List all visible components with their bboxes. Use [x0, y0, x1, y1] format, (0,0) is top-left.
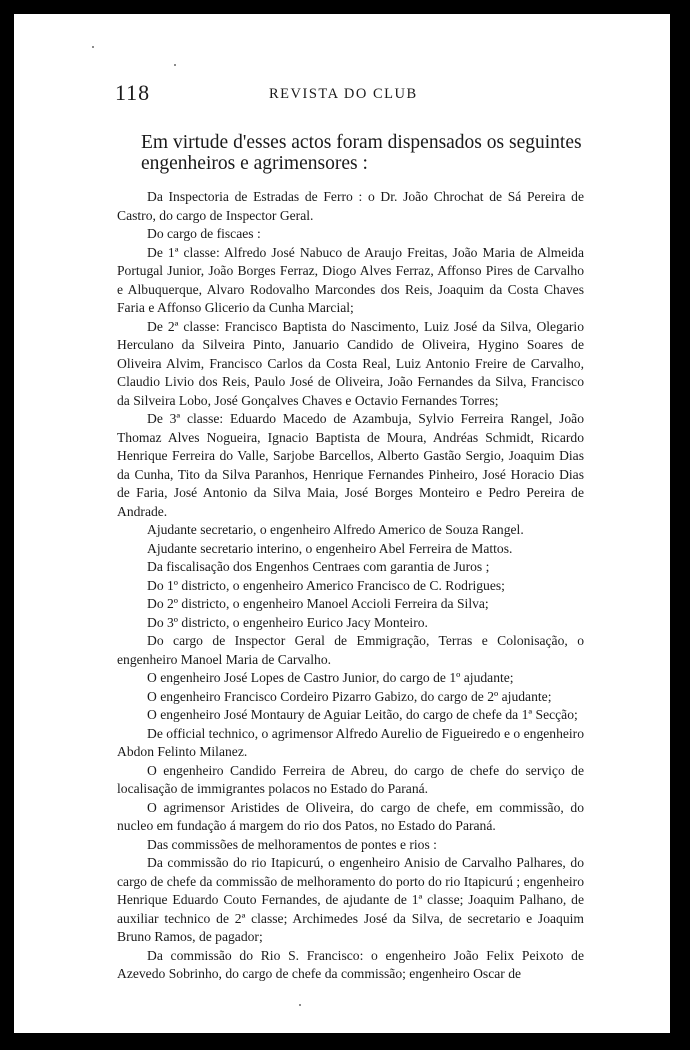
paragraph: Ajudante secretario, o engenheiro Alfredo Americo de Souza Rangel.	[147, 522, 524, 537]
paragraph: De official technico, o agrimensor Alfredo Aurelio de Figueiredo e o engenheiro Abdon Felinto Milanez.	[117, 725, 584, 759]
paragraph: O agrimensor Aristides de Oliveira, do cargo de chefe, em commissão, do nucleo em fundação á margem do rio dos Patos, no Estado do Paraná.	[117, 799, 584, 833]
paragraph: De 2ª classe: Francisco Baptista do Nascimento, Luiz José da Silva, Olegario Herculano da Silveira Pinto, Januario Candido de Oliveira, Hygino Soares de Oliveira Alvim, Francisco Carlos da Costa Real, Luiz Antonio Freire de Carvalho, Claudio Livio dos Reis, Paulo José de Oliveira, João Fernandes da Silva, Francisco da Silveira Lobo, José Gonçalves Chaves e Octavio Fernandes Torres;	[117, 318, 584, 408]
paragraph: Ajudante secretario interino, o engenheiro Abel Ferreira de Mattos.	[147, 540, 513, 556]
page-number: 118	[115, 80, 151, 105]
body-text	[117, 188, 584, 984]
paragraph: Do 3º districto, o engenheiro Eurico Jacy Monteiro.	[147, 614, 428, 630]
paragraph: Do cargo de Inspector Geral de Emmigração, Terras e Colonisação, o engenheiro Manoel Maria de Carvalho.	[117, 633, 584, 667]
running-title: REVISTA DO CLUB	[269, 86, 418, 102]
paragraph: O engenheiro Candido Ferreira de Abreu, do cargo de chefe do serviço de localisação de immigrantes polacos no Estado do Paraná.	[117, 762, 584, 796]
scan-speck	[299, 1004, 301, 1006]
scan-speck	[174, 64, 176, 66]
paragraph: Do 2º districto, o engenheiro Manoel Accioli Ferreira da Silva;	[147, 596, 489, 611]
section-intro: Em virtude d'esses actos foram dispensados os seguintes engenheiros e agrimensores :	[141, 132, 582, 174]
paragraph: De 3ª classe: Eduardo Macedo de Azambuja, Sylvio Ferreira Rangel, João Thomaz Alves Nogueira, Ignacio Baptista de Moura, Andréas Schmidt, Ricardo Henrique Ferreira do Valle, Sarjobe Barcellos, Alberto Gastão Sergio, Joaquim Dias da Cunha, Tito da Silva Paranhos, Henrique Fernandes Pinheiro, José Horacio Dias de Faria, José Antonio da Silva Maia, José Borges Monteiro e Pedro Pereira de Andrade.	[117, 411, 584, 519]
paragraph: O engenheiro José Lopes de Castro Junior, do cargo de 1º ajudante;	[147, 670, 514, 685]
paragraph: Da commissão do rio Itapicurú, o engenheiro Anisio de Carvalho Palhares, do cargo de chefe da commissão de melhoramento do porto do rio Itapicurú ; engenheiro Henrique Eduardo Couto Fernandes, de ajudante de 1ª classe; Joaquim Palhano, de auxiliar technico de 2ª classe; Archimedes José da Silva, de secretario e Joaquim Bruno Ramos, de pagador;	[117, 855, 584, 944]
paragraph: Do cargo de fiscaes :	[147, 226, 261, 241]
paragraph: Das commissões de melhoramentos de pontes e rios :	[147, 836, 437, 852]
paragraph: Do 1º districto, o engenheiro Americo Francisco de C. Rodrigues;	[147, 577, 505, 593]
paragraph: De 1ª classe: Alfredo José Nabuco de Araujo Freitas, João Maria de Almeida Portugal Junior, João Borges Ferraz, Diogo Alves Ferraz, Affonso Pires de Carvalho e Albuquerque, Alvaro Rodovalho Marcondes dos Reis, Joaquim da Costa Chaves Faria e Affonso Glicerio da Cunha Marcial;	[117, 244, 584, 315]
scan-speck	[92, 46, 94, 48]
paragraph: Da commissão do Rio S. Francisco: o engenheiro João Felix Peixoto de Azevedo Sobrinho, do cargo de chefe da commissão; engenheiro Oscar de	[117, 947, 584, 981]
paragraph: O engenheiro Francisco Cordeiro Pizarro Gabizo, do cargo de 2º ajudante;	[147, 688, 552, 704]
paragraph: Da fiscalisação dos Engenhos Centraes com garantia de Juros ;	[147, 559, 490, 574]
paragraph: O engenheiro José Montaury de Aguiar Leitão, do cargo de chefe da 1ª Secção;	[147, 707, 578, 722]
document-page	[14, 14, 670, 1033]
paragraph: Da Inspectoria de Estradas de Ferro : o Dr. João Chrochat de Sá Pereira de Castro, do cargo de Inspector Geral.	[117, 189, 584, 223]
